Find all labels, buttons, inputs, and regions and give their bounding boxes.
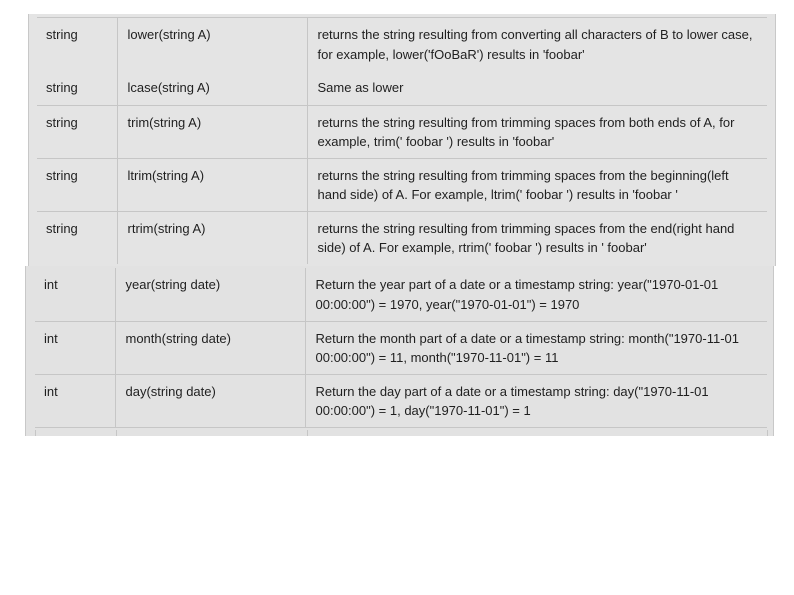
function-signature-cell: month(string date) — [115, 321, 305, 374]
function-description-cell: returns the string resulting from trimming spaces from both ends of A, for example, trim(' foobar ') results in 'foobar' — [307, 105, 767, 158]
table-row — [37, 158, 767, 211]
date-functions-table — [35, 268, 767, 428]
table-column-divider — [307, 430, 308, 436]
return-type-cell: int — [35, 321, 115, 374]
table-row — [35, 321, 767, 374]
table-row — [37, 105, 767, 158]
table-row — [37, 18, 767, 71]
function-description-cell: returns the string resulting from trimming spaces from the beginning(left hand side) of A. For example, ltrim(' foobar ') results in 'foobar ' — [307, 158, 767, 211]
return-type-cell: string — [37, 158, 117, 211]
function-signature-cell: day(string date) — [115, 374, 305, 427]
table-column-divider — [35, 430, 36, 436]
function-signature-cell: lcase(string A) — [117, 71, 307, 105]
function-description-cell: returns the string resulting from trimming spaces from the end(right hand side) of A. For example, rtrim(' foobar ') results in ' foobar' — [317, 220, 735, 255]
return-type-cell: string — [37, 18, 117, 71]
function-description-cell: Same as lower — [307, 71, 767, 105]
function-signature-cell: rtrim(string A) — [117, 211, 307, 264]
table-row — [35, 374, 767, 427]
return-type-cell: int — [35, 374, 115, 427]
function-signature-cell: lower(string A) — [117, 18, 307, 71]
function-description-cell: returns the string resulting from converting all characters of B to lower case, for example, lower('fOoBaR') results in 'foobar' — [317, 27, 753, 62]
table-column-divider — [767, 430, 768, 436]
return-type-cell: string — [37, 105, 117, 158]
return-type-cell: int — [35, 268, 115, 321]
table-row — [35, 268, 767, 321]
function-signature-cell: ltrim(string A) — [117, 158, 307, 211]
function-description-cell: Return the month part of a date or a timestamp string: month("1970-11-01 00:00:00") = 11, month("1970-11-01") = 11 — [305, 321, 767, 374]
return-type-cell: string — [37, 211, 117, 264]
table-row — [37, 211, 767, 264]
function-signature-cell: year(string date) — [115, 268, 305, 321]
function-description-cell: Return the day part of a date or a timestamp string: day("1970-11-01 00:00:00") = 1, day("1970-11-01") = 1 — [305, 374, 767, 427]
function-description-cell: Return the year part of a date or a timestamp string: year("1970-01-01 00:00:00") = 1970, year("1970-01-01") = 1970 — [305, 268, 767, 321]
return-type-cell: string — [37, 71, 117, 105]
string-functions-table — [37, 18, 767, 264]
function-signature-cell: trim(string A) — [117, 105, 307, 158]
table-row — [37, 71, 767, 105]
table-column-divider — [116, 430, 117, 436]
